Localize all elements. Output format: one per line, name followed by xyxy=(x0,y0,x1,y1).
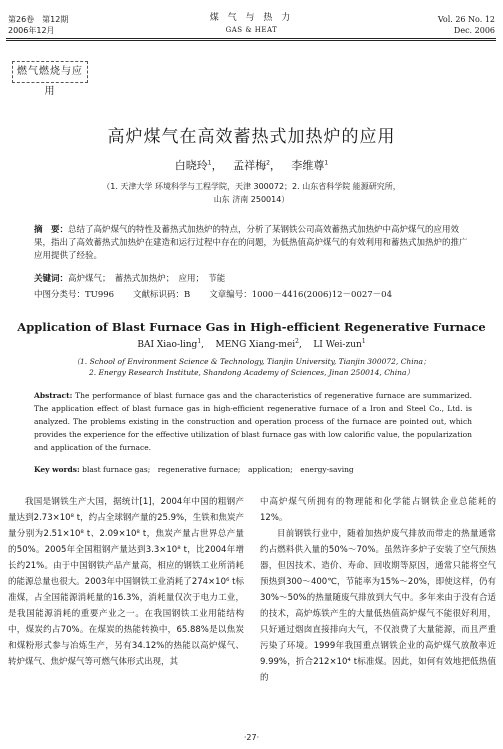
author-en-3: LI Wei-zun xyxy=(313,340,362,350)
body-column-left xyxy=(8,494,244,670)
affiliation-en xyxy=(20,356,483,378)
affiliation-en-line2: 2. Energy Research Institute, Shandong Academy of Sciences, Jinan 250014, China） xyxy=(89,368,414,377)
authors-en: BAI Xiao-ling$^1$, MENG Xiang-mei$^2$, LI Wei-zun$^1$ xyxy=(137,338,366,350)
abstract-cn-label: 摘 要： xyxy=(34,225,69,235)
class-value: TU996 xyxy=(85,290,115,300)
author-cn-3-sup: 1 xyxy=(324,159,329,167)
title-en: Application of Blast Furnace Gas in High-efficient Regenerative Furnace xyxy=(17,320,486,334)
body-column-right xyxy=(260,494,496,686)
doc-code-value: B xyxy=(184,290,191,300)
header-date-cn: 2006年12月 xyxy=(8,26,55,35)
authors-cn: 白晓玲$^1$， 孟祥梅$^2$， 李维尊$^1$ xyxy=(174,159,329,172)
affiliation-cn-line2: 山东 济南 250014） xyxy=(213,195,290,204)
abstract-en xyxy=(34,389,472,454)
affiliation-cn xyxy=(20,180,483,206)
section-label: 燃气燃烧与应用 xyxy=(17,66,83,97)
keywords-en-text: blast furnace gas; regenerative furnace; application; energy-saving xyxy=(82,465,354,474)
header-volume-cn: 第26卷 第12期 xyxy=(8,15,69,24)
affiliation-en-line1: （1. School of Environment Science & Technology, Tianjin University, Tianjin 300072, China； xyxy=(72,357,431,366)
abstract-cn-text: 总结了高炉煤气的特性及蓄热式加热炉的特点，分析了某钢铁公司高效蓄热式加热炉中高炉煤气的应用效果，指出了高效蓄热式加热炉在建造和运行过程中存在的问题，为低热值高炉煤气的有效利用和蓄热式加热炉的推广应用提供了经验。 xyxy=(34,225,468,261)
page-number: ·27· xyxy=(243,733,260,742)
article-number-label: 文章编号： xyxy=(209,290,252,300)
body-paragraph-2: 目前钢铁行业中，随着加热炉废气排放而带走的热量通常约占燃料供入量的50%～70%。虽然许多炉子安装了空气预热器，但因技术、造价、寿命、回收期等原因，通常只能将空气预热到300～400℃，节能率为15%～20%，即使这样，仍有30%～50%的热量随废气排放到大气中。多年来由于没有合适的技术，高炉炼铁产生的大量低热值高炉煤气不能很好利用，只好通过烟囱直接排向大气，不仅浪费了大量能源，而且严重污染了环境。1999年我国重点钢铁企业的高炉煤气放散率近9.99%，折合212×10⁴ t标准煤。因此，如何有效地把低热值的 xyxy=(260,529,496,683)
body-paragraph-1-cont: 中高炉煤气所拥有的物理能和化学能占钢铁企业总能耗的12%。 xyxy=(260,497,496,523)
header-volume-en: Vol. 26 No. 12 xyxy=(437,15,495,24)
body-paragraph-1: 我国是钢铁生产大国，据统计[1]，2004年中国的粗钢产量达到2.73×10⁸ t，约占全球钢产量的25.9%，生铁和焦炭产量分别为2.51×10⁸ t、2.09×10⁸ t，焦炭产量占世界总产量的50%。2005年全国粗钢产量达到3.3×10⁸ t，比2004年增长约21%。由于中国钢铁产品产量高，相应的钢铁工业所消耗的能源总量也很大。2003年中国钢铁工业消耗了274×10⁶ t标准煤，占全国能源消耗量的16.3%，消耗量仅次于电力工业，是我国能源消耗的重要产业之一。在我国钢铁工业用能结构中，煤炭约占70%。在煤炭的热能转换中，65.88%是以焦炭和煤粉形式参与冶炼生产，另有34.12%的热能以高炉煤气、转炉煤气、焦炉煤气等可燃气体形式出现，其 xyxy=(8,497,244,667)
author-en-3-sup: 1 xyxy=(361,338,366,345)
header-date-en: Dec. 2006 xyxy=(453,26,495,35)
abstract-en-label: Abstract: xyxy=(34,391,73,400)
header-rule xyxy=(6,38,496,39)
author-en-2-sup: 2 xyxy=(295,338,299,345)
author-en-2: MENG Xiang-mei xyxy=(215,340,296,350)
header-journal-en: GAS & HEAT xyxy=(225,26,278,34)
author-cn-1: 白晓玲 xyxy=(174,159,208,172)
header-rule-2 xyxy=(6,40,496,41)
keywords-en xyxy=(34,464,472,475)
classification-line xyxy=(34,289,472,302)
article-number-value: 1000－4416(2006)12－0027－04 xyxy=(251,290,392,300)
author-cn-1-sup: 1 xyxy=(207,159,212,167)
affiliation-cn-line1: （1. 天津大学 环境科学与工程学院，天津 300072；2. 山东省科学院 能源研究所， xyxy=(102,182,401,191)
author-cn-2: 孟祥梅 xyxy=(233,159,267,172)
class-label: 中图分类号： xyxy=(34,290,86,300)
abstract-en-text: The performance of blast furnace gas and the characteristics of regenerative furnace are summarized. The application effect of blast furnace gas in high-efficient regenerative furnace of a Iron and Steel Co., Ltd. is analyzed. The problems existing in the construction and operation process of the furnace are pointed out, which provides the experience for the effective utilization of blast furnace gas with low calorific value, the popularization and application of the furnace. xyxy=(34,391,472,452)
keywords-cn-label: 关键词： xyxy=(34,274,69,284)
author-cn-3: 李维尊 xyxy=(291,159,325,172)
author-en-1: BAI Xiao-ling xyxy=(137,340,198,350)
author-cn-2-sup: 2 xyxy=(266,159,270,167)
doc-code-label: 文献标识码： xyxy=(133,290,185,300)
abstract-cn xyxy=(34,224,472,263)
section-banner xyxy=(12,61,88,97)
author-en-1-sup: 1 xyxy=(197,338,202,345)
title-cn: 高炉煤气在高效蓄热式加热炉的应用 xyxy=(107,127,396,147)
keywords-cn-text: 高炉煤气； 蓄热式加热炉； 应用； 节能 xyxy=(68,274,226,284)
keywords-en-label: Key words: xyxy=(34,465,80,474)
header-journal-cn: 煤 气 与 热 力 xyxy=(209,13,294,23)
keywords-cn xyxy=(34,273,472,286)
